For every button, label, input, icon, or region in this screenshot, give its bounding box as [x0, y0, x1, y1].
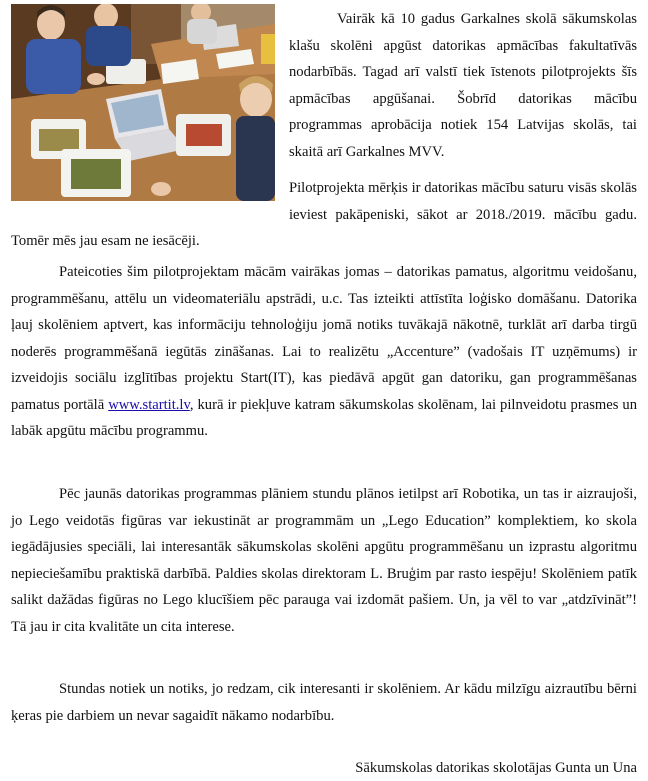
paragraph-intro: Vairāk kā 10 gadus Garkalnes skolā sākumskolas klašu skolēni apgūst datorikas apmācības fakultatīvās nodarbībās. Tagad arī valstī tiek īstenots pilotprojekts šīs apmācības apgūšanai. Šobrīd datorikas mācību programmas aprobācija notiek 154 Latvijas skolās, tai skaitā arī Garkalnes MVV.	[289, 11, 637, 160]
startit-link[interactable]: www.startit.lv	[108, 396, 190, 413]
paragraph-program-text-end: , kurā ir piekļuve katram sākumskolas skolēnam, lai pilnveidotu prasmes un labāk apgūtu mācību programmu.	[11, 396, 637, 439]
paragraph-lessons: Stundas notiek un notiks, jo redzam, cik interesanti ir skolēniem. Ar kādu milzīgu aizrautību bērni ķeras pie darbiem un nevar sagaidīt nākamo nodarbību.	[11, 681, 637, 724]
paragraph-goal	[11, 175, 637, 255]
paragraph-program-text-start: Pateicoties šim pilotprojektam mācām vairākas jomas – datorikas pamatus, algoritmu veidošanu, programmēšanu, attēlu un videomateriālu apstrādi, u.c. Tas izteikti attīstīta loģisko domāšanu. Datorika ļauj skolēniem aptvert, kas informāciju tehnoloģiju jomā notiks tuvākajā nākotnē, turklāt arī darba tirgū noderēs programmēšanā iegūtās zināšanas. Lai to realizētu „Accenture” (vadošais IT uzņēmums) ir izveidojis sociālu izglītības projektu Start(IT), kas piedāvā apgūt gan datoriku, gan programmēšanas pamatus portālā	[11, 264, 637, 413]
paragraph-goal-text: Pilotprojekta mērķis ir datorikas mācību saturu visās skolās ieviest pakāpeniski, sākot ar 2018./2019. mācību gadu. Tomēr mēs jau esam ne iesācēji.	[11, 180, 637, 249]
signature: Sākumskolas datorikas skolotājas Gunta un Una	[355, 760, 637, 776]
paragraph-goal-indent	[11, 175, 289, 202]
classroom-photo-icon	[11, 4, 275, 201]
paragraph-program	[11, 259, 637, 445]
classroom-photo	[11, 4, 275, 201]
paragraph-robotics: Pēc jaunās datorikas programmas plāniem stundu plānos ietilpst arī Robotika, un tas ir aizraujoši, jo Lego veidotās figūras var iekustināt ar programmām un „Lego Education” komplektiem, ko skola iegādājusies speciāli, lai interesantāk sākumskolas skolēni apgūtu programmēšanu un izprastu algoritmu nepieciešamību praktiskā darbībā. Paldies skolas direktoram L. Bruģim par rasto iespēju! Skolēniem patīk salikt dažādas figūras no Lego klucīšiem pēc parauga vai izdomāt pašiem. Un, ja vēl to var „atdzīvināt”! Tā jau ir cita kvalitāte un cita interese.	[11, 486, 637, 635]
